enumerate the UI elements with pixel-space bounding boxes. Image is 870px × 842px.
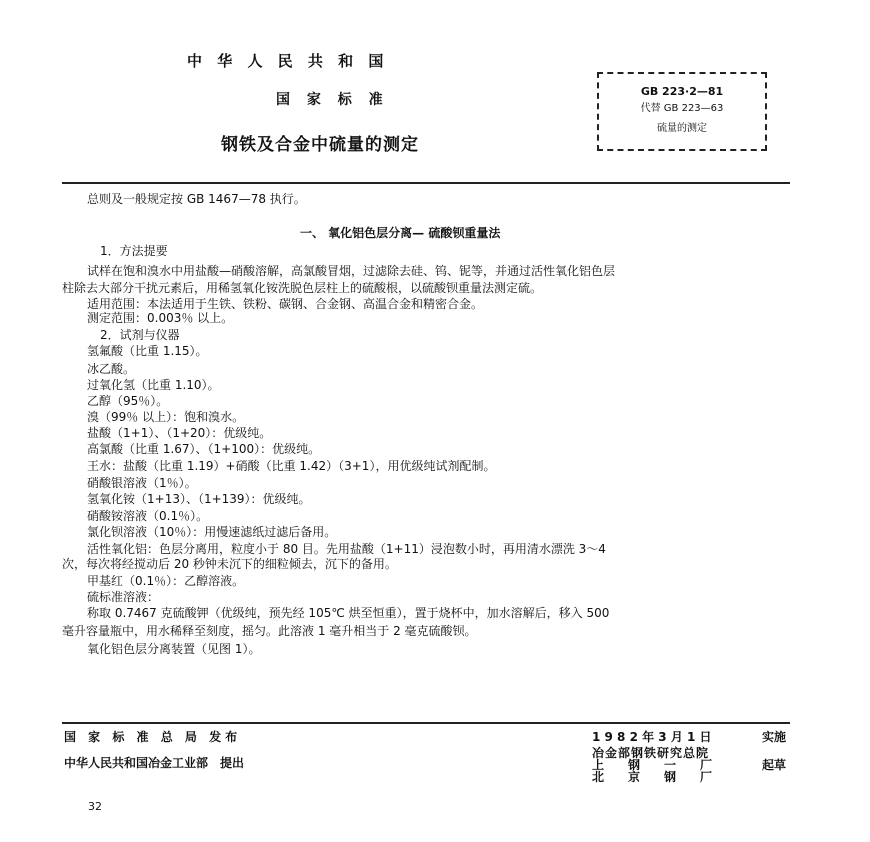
body-line: 称取 0.7467 克硫酸钾（优级纯，预先经 105℃ 烘至恒重），置于烧杯中，加水溶解后，移入 500 xyxy=(87,606,610,620)
body-line: 氢氟酸（比重 1.15）。 xyxy=(87,344,208,358)
body-line: 高氯酸（比重 1.67）、（1+100）：优级纯。 xyxy=(87,442,321,456)
body-line: 硝酸铵溶液（0.1％）。 xyxy=(87,509,209,523)
effective-date: 1 9 8 2 年 3 月 1 日 xyxy=(592,730,712,744)
standard-code: GB 223·2—81 xyxy=(640,85,724,98)
code-box xyxy=(597,72,767,151)
country-heading: 中 华 人 民 共 和 国 xyxy=(187,52,389,70)
body-line: 毫升容量瓶中，用水稀释至刻度，摇匀。此溶液 1 毫升相当于 2 毫克硫酸钡。 xyxy=(62,624,477,638)
body-line: 次，每次将经搅动后 20 秒钟未沉下的细粒倾去，沉下的备用。 xyxy=(62,557,397,571)
body-line: 硫标准溶液： xyxy=(87,590,160,604)
drafted-label: 起草 xyxy=(762,758,787,772)
body-line: 过氧化氢（比重 1.10）。 xyxy=(87,378,220,392)
body-line: 硝酸银溶液（1％）。 xyxy=(87,476,197,490)
intro-text: 总则及一般规定按 GB 1467—78 执行。 xyxy=(87,192,306,206)
subsection-heading: 1．方法提要 xyxy=(100,244,168,258)
effective-label: 实施 xyxy=(762,730,787,744)
section-title: 一、 氧化铝色层分离— 硫酸钡重量法 xyxy=(300,226,501,240)
drafter: 上 钢 一 厂 xyxy=(592,758,719,772)
standard-type: 国 家 标 准 xyxy=(276,92,389,108)
page-number: 32 xyxy=(88,800,102,813)
body-line: 氧化铝色层分离装置（见图 1）。 xyxy=(87,642,261,656)
subsection-heading: 2．试剂与仪器 xyxy=(100,328,180,342)
body-line: 适用范围：本法适用于生铁、铁粉、碳钢、合金钢、高温合金和精密合金。 xyxy=(87,297,484,311)
body-line: 溴（99％ 以上）：饱和溴水。 xyxy=(87,410,245,424)
body-line: 测定范围：0.003％ 以上。 xyxy=(87,311,234,325)
publisher: 国 家 标 准 总 局 发布 xyxy=(64,730,242,744)
body-line: 氢氧化铵（1+13）、（1+139）：优级纯。 xyxy=(87,492,311,506)
body-line: 盐酸（1+1）、（1+20）：优级纯。 xyxy=(87,426,272,440)
body-line: 甲基红（0.1％）：乙醇溶液。 xyxy=(87,574,245,588)
proposer: 中华人民共和国冶金工业部 提出 xyxy=(64,756,245,770)
body-line: 氯化钡溶液（10％）：用慢速滤纸过滤后备用。 xyxy=(87,525,337,539)
body-line: 王水：盐酸（比重 1.19）+硝酸（比重 1.42）（3+1），用优级纯试剂配制。 xyxy=(87,459,496,473)
body-line: 试样在饱和溴水中用盐酸—硝酸溶解，高氯酸冒烟，过滤除去硅、钨、铌等，并通过活性氧化铝色层 xyxy=(87,264,616,278)
drafter: 北 京 钢 厂 xyxy=(592,770,719,784)
box-subject: 硫量的测定 xyxy=(657,123,707,134)
body-line: 乙醇（95％）。 xyxy=(87,394,169,408)
body-line: 冰乙酸。 xyxy=(87,362,136,376)
replaces-code: 代替 GB 223—63 xyxy=(640,103,724,114)
top-divider xyxy=(62,182,790,184)
body-line: 活性氧化铝：色层分离用，粒度小于 80 目。先用盐酸（1+11）浸泡数小时，再用清水漂洗 3～4 xyxy=(87,542,606,556)
drafter: 冶金部钢铁研究总院 xyxy=(592,746,710,760)
body-line: 柱除去大部分干扰元素后，用稀氢氧化铵洗脱色层柱上的硫酸根，以硫酸钡重量法测定硫。 xyxy=(62,281,543,295)
document-title: 钢铁及合金中硫量的测定 xyxy=(221,135,419,155)
bottom-divider xyxy=(62,722,790,724)
